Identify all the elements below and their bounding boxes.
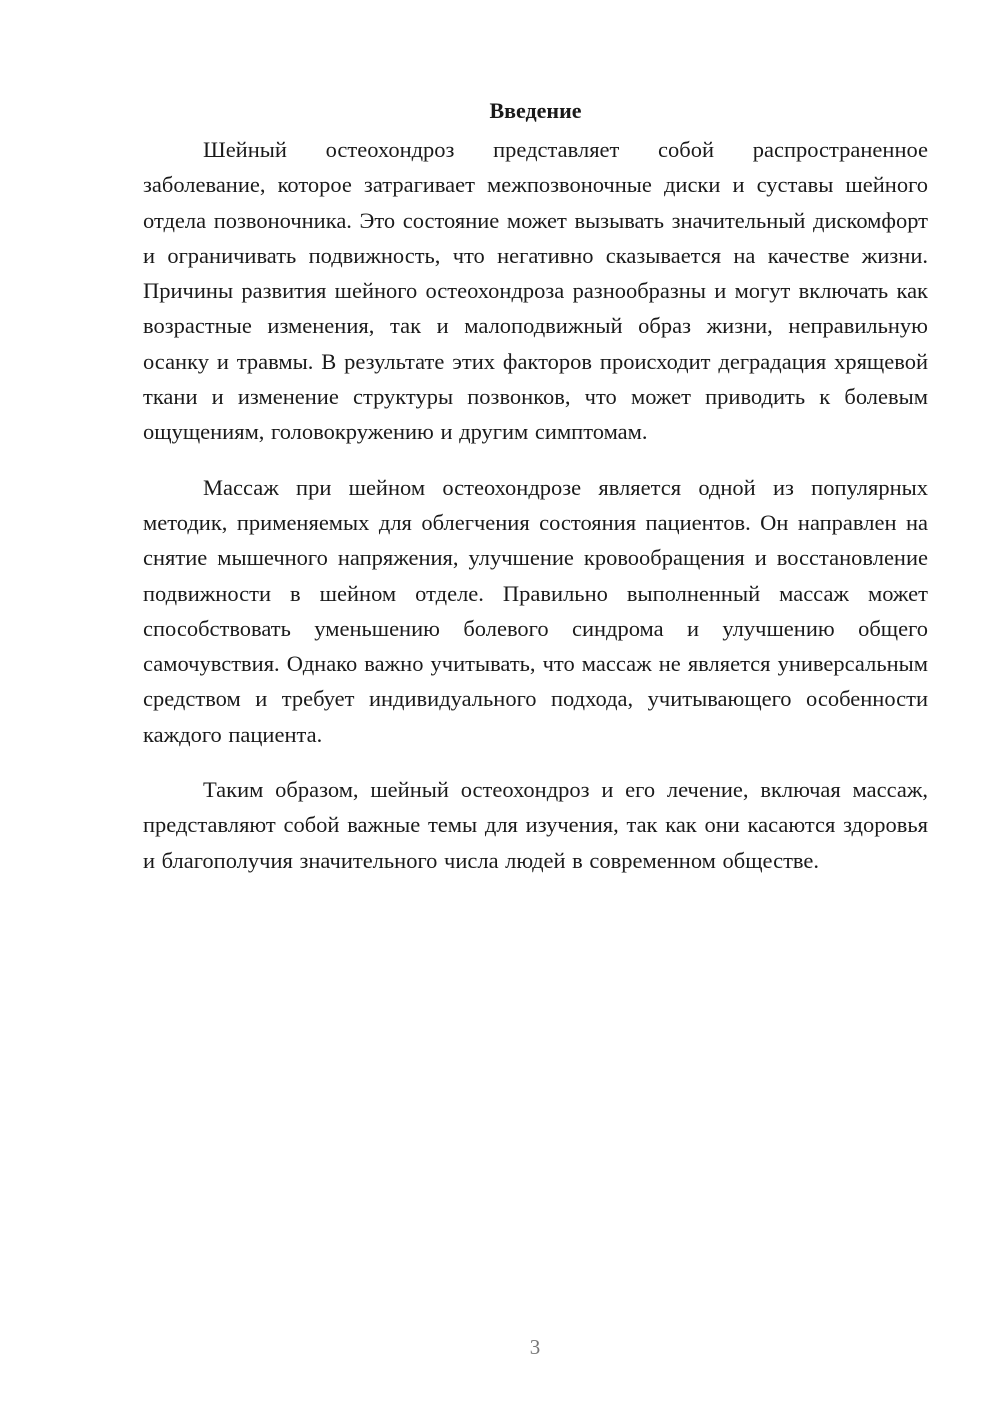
page-number: 3 <box>529 1335 541 1359</box>
section-heading: Введение <box>489 98 582 123</box>
page-content <box>143 96 928 898</box>
paragraph-1: Шейный остеохондроз представляет собой распространенное заболевание, которое затрагивает межпозвоночные диски и суставы шейного отдела позвоночника. Это состояние может вызывать значительный дискомфорт и ограничивать подвижность, что негативно сказывается на качестве жизни. Причины развития шейного остеохондроза разнообразны и могут включать как возрастные изменения, так и малоподвижный образ жизни, неправильную осанку и травмы. В результате этих факторов происходит деградация хрящевой ткани и изменение структуры позвонков, что может приводить к болевым ощущениям, головокружению и другим симптомам. <box>143 137 928 445</box>
paragraph-3: Таким образом, шейный остеохондроз и его лечение, включая массаж, представляют собой важные темы для изучения, так как они касаются здоровья и благополучия значительного числа людей в современном обществе. <box>143 777 928 873</box>
paragraph-2: Массаж при шейном остеохондрозе является одной из популярных методик, применяемых для облегчения состояния пациентов. Он направлен на снятие мышечного напряжения, улучшение кровообращения и восстановление подвижности в шейном отделе. Правильно выполненный массаж может способствовать уменьшению болевого синдрома и улучшению общего самочувствия. Однако важно учитывать, что массаж не является универсальным средством и требует индивидуального подхода, учитывающего особенности каждого пациента. <box>143 474 928 747</box>
